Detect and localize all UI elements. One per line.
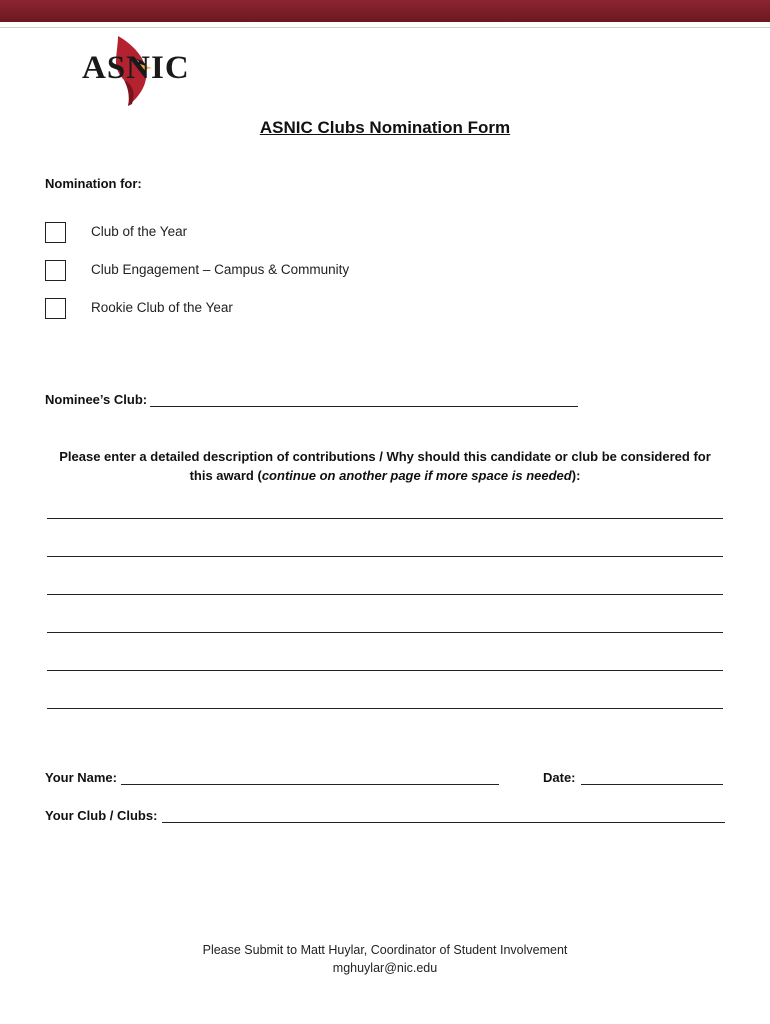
top-header-bar xyxy=(0,0,770,22)
asnic-logo xyxy=(80,34,210,110)
your-name-field[interactable] xyxy=(121,784,499,785)
nominee-club-field[interactable] xyxy=(150,406,578,407)
option-label-club-of-the-year: Club of the Year xyxy=(91,224,188,239)
checkbox-club-engagement[interactable] xyxy=(45,260,66,281)
description-line-2[interactable] xyxy=(47,556,723,557)
description-prompt xyxy=(40,447,730,485)
description-prompt-italic: continue on another page if more space is needed xyxy=(261,468,572,483)
description-line-6[interactable] xyxy=(47,708,723,709)
description-prompt-line-1: Please enter a detailed description of contributions / Why should this candidate or club be considered for xyxy=(59,449,711,464)
nominee-club-label: Nominee’s Club: xyxy=(45,392,148,407)
description-line-1[interactable] xyxy=(47,518,723,519)
description-line-5[interactable] xyxy=(47,670,723,671)
nomination-for-label: Nomination for: xyxy=(45,176,142,191)
description-prompt-line-2 xyxy=(40,466,730,485)
submit-instructions: Please Submit to Matt Huylar, Coordinator of Student Involvement xyxy=(202,943,568,957)
date-field[interactable] xyxy=(581,784,723,785)
footer xyxy=(0,941,770,977)
description-prompt-start: this award ( xyxy=(189,468,262,483)
option-label-rookie-club: Rookie Club of the Year xyxy=(91,300,233,315)
logo-text: ASNIC xyxy=(82,50,190,86)
your-name-label: Your Name: xyxy=(45,770,117,785)
your-clubs-field[interactable] xyxy=(162,822,725,823)
description-line-4[interactable] xyxy=(47,632,723,633)
date-label: Date: xyxy=(543,770,576,785)
contact-email[interactable]: mghuylar@nic.edu xyxy=(332,961,438,975)
description-prompt-end: ): xyxy=(571,468,581,483)
option-label-club-engagement: Club Engagement – Campus & Community xyxy=(91,262,350,277)
checkbox-rookie-club[interactable] xyxy=(45,298,66,319)
header-divider xyxy=(0,27,770,28)
form-title: ASNIC Clubs Nomination Form xyxy=(259,118,511,137)
checkbox-club-of-the-year[interactable] xyxy=(45,222,66,243)
description-line-3[interactable] xyxy=(47,594,723,595)
your-clubs-label: Your Club / Clubs: xyxy=(45,808,158,823)
